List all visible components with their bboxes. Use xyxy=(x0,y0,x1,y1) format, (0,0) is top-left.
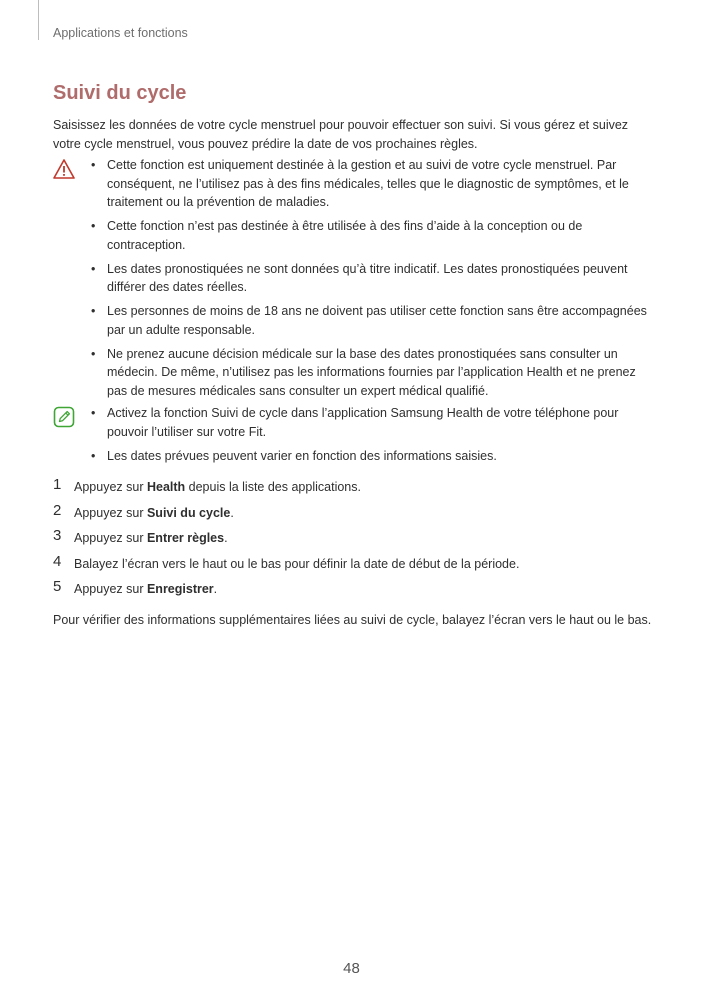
step-item: 2 Appuyez sur Suivi du cycle. xyxy=(53,501,234,520)
header-divider xyxy=(38,0,39,40)
warning-item: • Ne prenez aucune décision médicale sur la base des dates pronostiquées sans consulter un médecin. De même, n’utilisez pas les informations fournies par l’application Health et ne prenez pas de mesures médicales sans consulter un expert médical qualifié. xyxy=(91,346,636,398)
step-number: 4 xyxy=(53,552,62,570)
step-item: 3 Appuyez sur Entrer règles. xyxy=(53,527,228,545)
warning-icon xyxy=(53,158,75,180)
footer-note: Pour vérifier des informations supplémentaires liées au suivi de cycle, balayez l’écran vers le haut ou le bas. xyxy=(53,613,652,627)
step-item: 4 Balayez l’écran vers le haut ou le bas pour définir la date de début de la période. xyxy=(53,552,520,571)
warning-notice xyxy=(53,156,653,406)
intro-paragraph: Saisissez les données de votre cycle menstruel pour pouvoir effectuer son suivi. Si vous gérez et suivez votre cycle menstruel, vous pouvez prédire la date de vos prochaines règles. xyxy=(53,118,629,151)
note-notice xyxy=(53,404,653,471)
note-icon xyxy=(53,406,75,428)
warning-item: • Cette fonction n’est pas destinée à être utilisée à des fins d’aide à la conception ou de contraception. xyxy=(91,219,583,252)
page-title: Suivi du cycle xyxy=(53,82,187,104)
warning-item: • Cette fonction est uniquement destinée à la gestion et au suivi de votre cycle menstruel. Par conséquent, ne l’utilisez pas à des fins médicales, telles que le diagnostic de symptômes, et le traitement ou la prévention de maladies. xyxy=(91,158,629,209)
ui-term: Enregistrer xyxy=(146,582,214,596)
step-number: 2 xyxy=(53,501,62,519)
note-item: • Les dates prévues peuvent varier en fonction des informations saisies. xyxy=(91,448,497,463)
warning-item: • Les personnes de moins de 18 ans ne doivent pas utiliser cette fonction sans être accompagnées par un adulte responsable. xyxy=(91,304,647,337)
step-number: 3 xyxy=(53,527,62,544)
step-number: 1 xyxy=(53,476,62,493)
ui-term: Suivi du cycle xyxy=(146,505,231,520)
page-number: 48 xyxy=(343,960,360,977)
running-header: Applications et fonctions xyxy=(53,26,188,40)
ui-term: Entrer règles xyxy=(146,531,225,545)
step-number: 5 xyxy=(53,578,62,595)
step-item: 1 Appuyez sur Health depuis la liste des applications. xyxy=(53,476,361,494)
note-item: • Activez la fonction Suivi de cycle dans l’application Samsung Health de votre téléphone pour pouvoir l’utiliser sur votre Fit. xyxy=(91,406,619,439)
warning-item: • Les dates pronostiquées ne sont données qu’à titre indicatif. Les dates pronostiquées peuvent différer des dates réelles. xyxy=(91,261,628,294)
ui-term: Health xyxy=(146,480,186,494)
step-item: 5 Appuyez sur Enregistrer. xyxy=(53,578,218,596)
steps-list xyxy=(53,478,653,606)
